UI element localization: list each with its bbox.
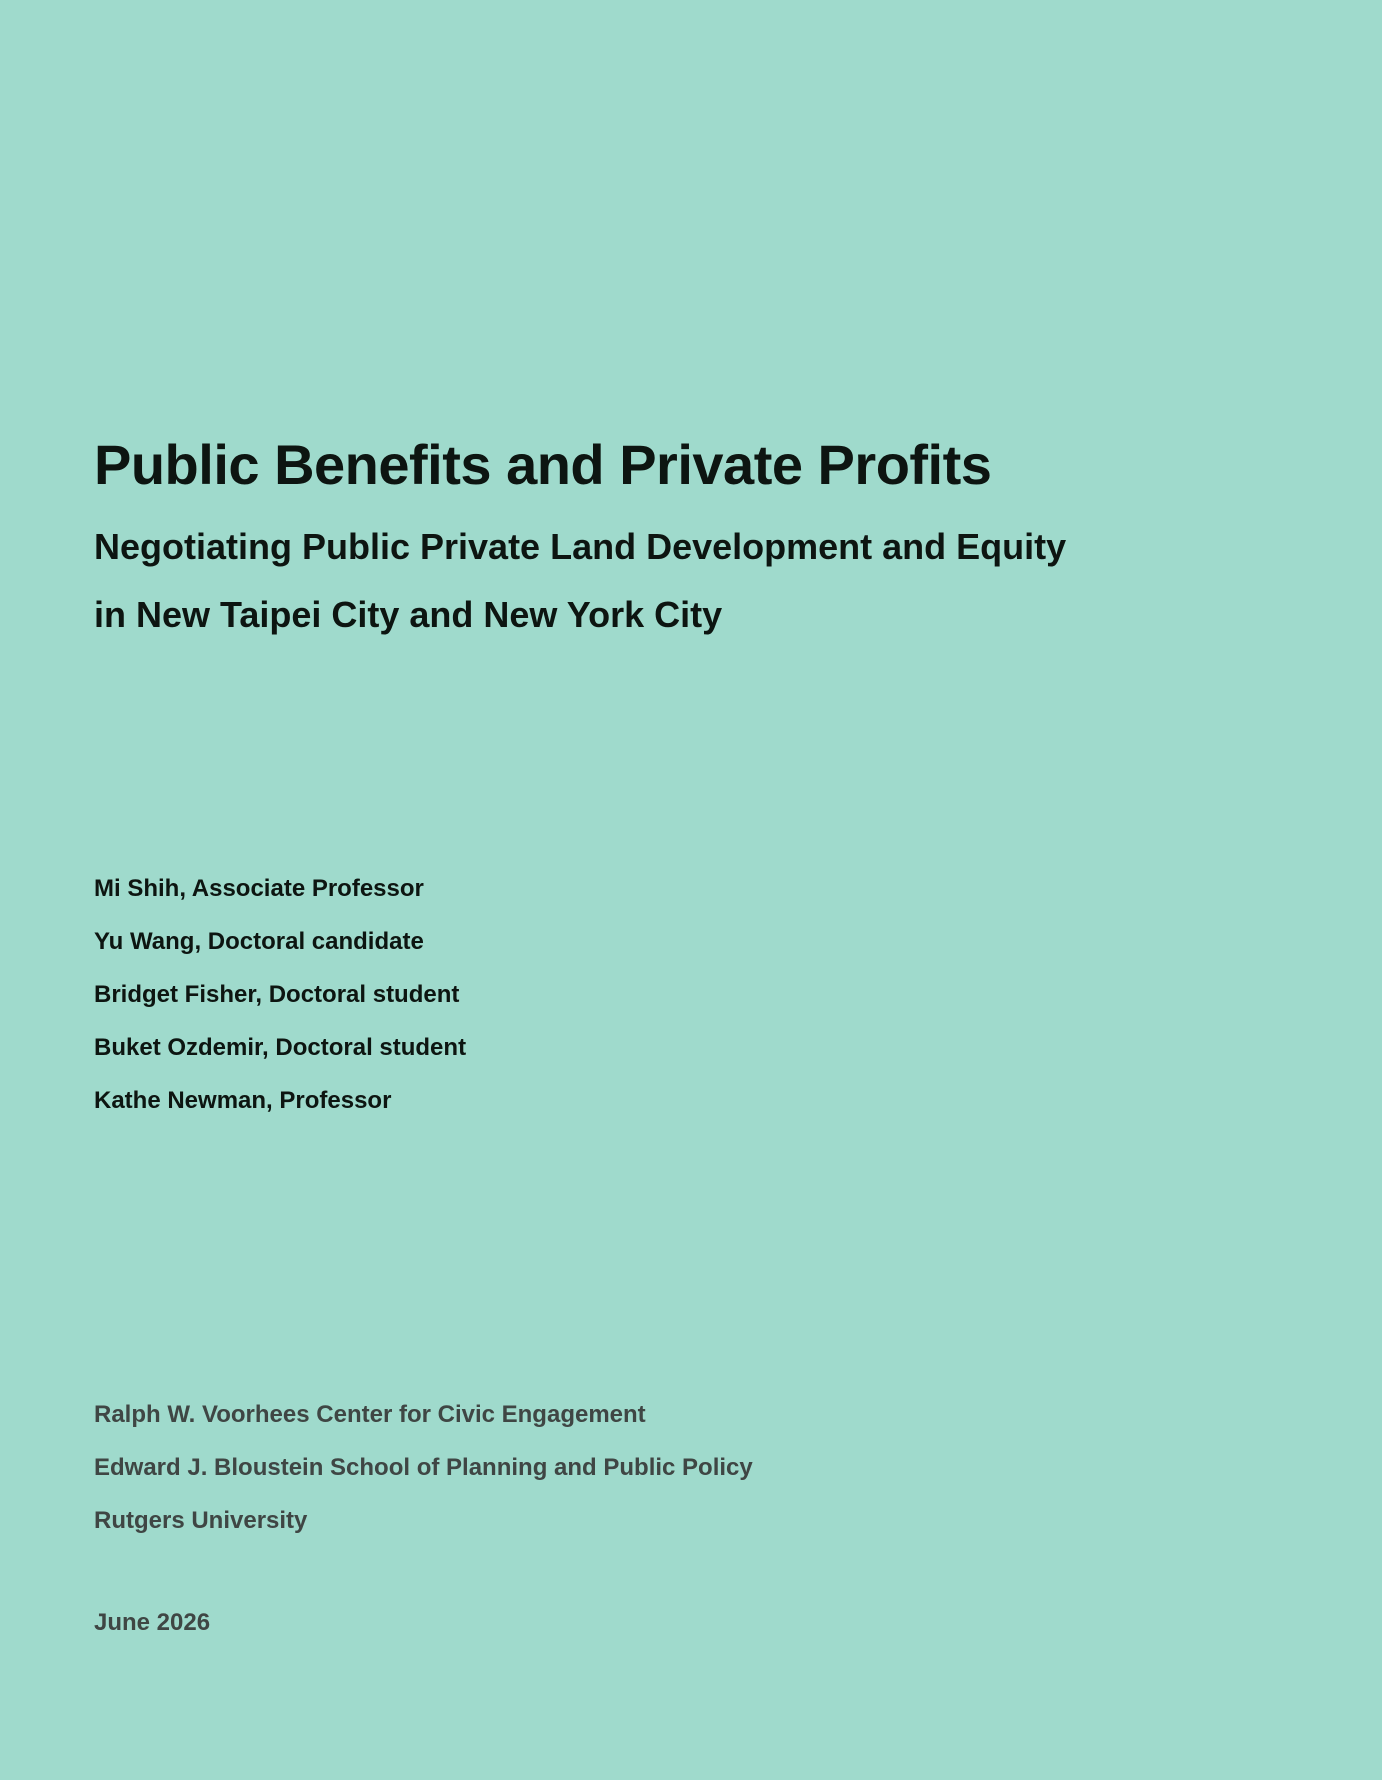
- author-item: Mi Shih, Associate Professor: [94, 875, 424, 902]
- report-subtitle-line-1: Negotiating Public Private Land Development and Equity: [94, 526, 1067, 567]
- report-subtitle-line-2: in New Taipei City and New York City: [94, 594, 723, 635]
- affiliation-list: [94, 1398, 753, 1557]
- affiliation-item: Ralph W. Voorhees Center for Civic Engagement: [94, 1401, 646, 1428]
- author-item: Buket Ozdemir, Doctoral student: [94, 1034, 467, 1061]
- author-list: [94, 872, 466, 1137]
- author-item: Yu Wang, Doctoral candidate: [94, 928, 424, 955]
- publication-date: June 2026: [94, 1609, 211, 1636]
- affiliation-item: Rutgers University: [94, 1507, 308, 1534]
- author-item: Kathe Newman, Professor: [94, 1087, 392, 1114]
- report-title: Public Benefits and Private Profits: [94, 433, 992, 496]
- author-item: Bridget Fisher, Doctoral student: [94, 981, 460, 1008]
- affiliation-item: Edward J. Bloustein School of Planning and Public Policy: [94, 1454, 753, 1481]
